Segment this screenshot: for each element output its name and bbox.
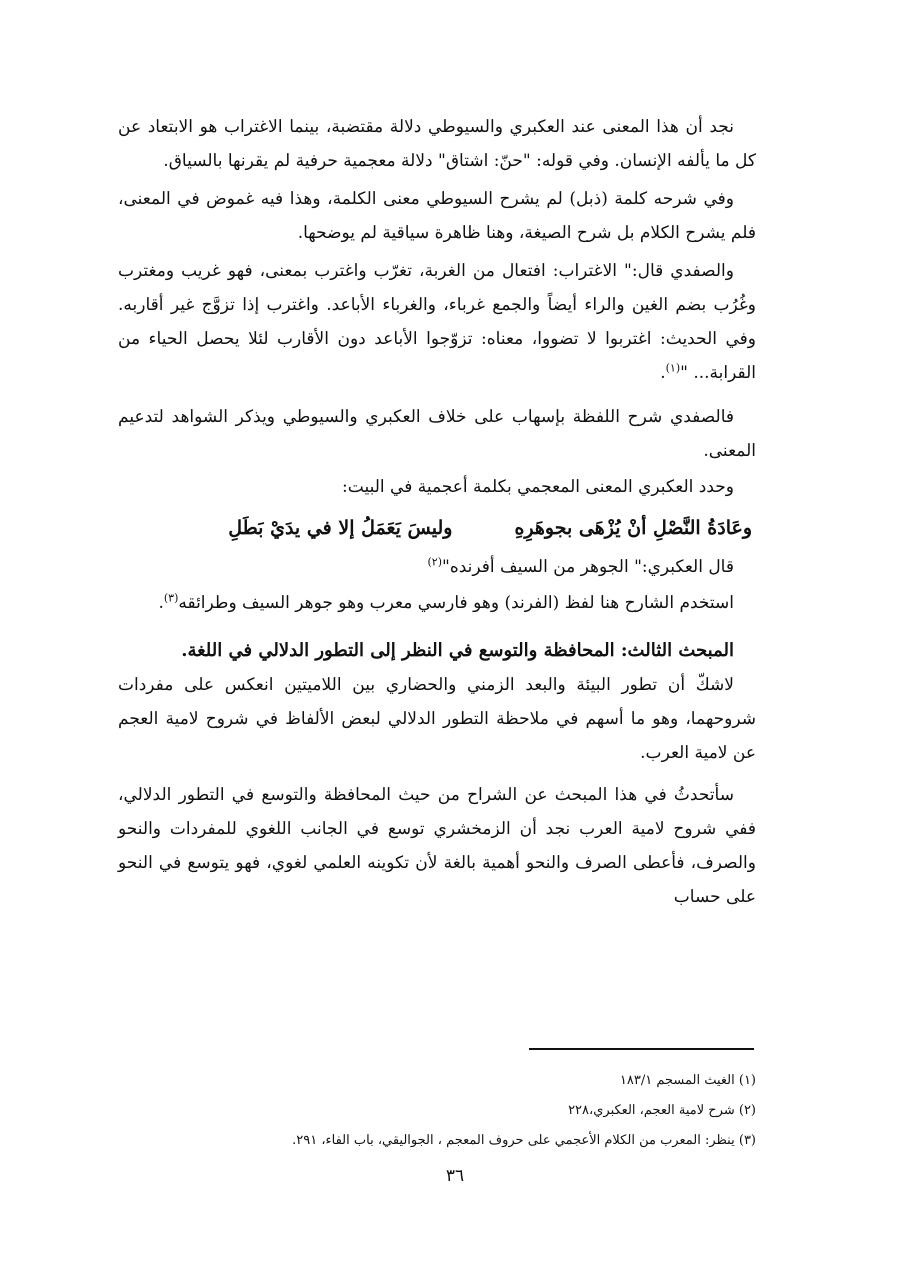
paragraph-4: فالصفدي شرح اللفظة بإسهاب على خلاف العكبري والسيوطي ويذكر الشواهد لتدعيم المعنى. [118, 407, 756, 461]
paragraph-5: وحدد العكبري المعنى المعجمي بكلمة أعجمية في البيت: [342, 477, 734, 497]
footnote-3: (٣) ينظر: المعرب من الكلام الأعجمي على حروف المعجم ، الجواليقي، باب الفاء، ٢٩١. [292, 1133, 756, 1148]
footnote-ref-3[interactable]: (٣) [163, 591, 179, 605]
footnote-1: (١) الغيث المسجم ١٨٣/١ [619, 1073, 756, 1088]
page-number: ٣٦ [445, 1166, 465, 1186]
verse-first-hemistich: وعَادَةُ النَّصْلِ أنْ يُزْهَى بجوهَرِهِ [514, 517, 752, 539]
paragraph-3-text: والصفدي قال:" الاغتراب: افتعال من الغربة، تغرّب واغترب بمعنى، فهو غريب ومغترب وغُرُب بضم الغين والراء أيضاً والجمع غرباء، والغرباء الأباعد. واغترب إذا تزوَّج غير أقاربه. وفي الحديث: اغتربوا لا تضووا، معناه: تزوّجوا الأباعد دون الأقارب لئلا يحصل الحياء من القرابة... " [118, 261, 756, 383]
paragraph-1: نجد أن هذا المعنى عند العكبري والسيوطي دلالة مقتضبة، بينما الاغتراب هو الابتعاد عن كل ما يألفه الإنسان. وفي قوله: "حنّ: اشتاق" دلالة معجمية حرفية لم يقرنها بالسياق. [118, 117, 756, 171]
footnote-ref-2[interactable]: (٢) [427, 555, 442, 569]
footnote-2: (٢) شرح لامية العجم، العكبري،٢٢٨ [568, 1103, 756, 1118]
section-heading: المبحث الثالث: المحافظة والتوسع في النظر إلى التطور الدلالي في اللغة. [181, 640, 734, 661]
footnote-divider [529, 1048, 754, 1050]
footnote-ref-1[interactable]: (١) [665, 361, 681, 375]
paragraph-9: سأتحدثُ في هذا المبحث عن الشراح من حيث المحافظة والتوسع في التطور الدلالي، ففي شروح لامية العرب نجد أن الزمخشري توسع في الجانب اللغوي للمفردات والنحو والصرف، فأعطى الصرف والنحو أهمية بالغة لأن تكوينه العلمي لغوي، فهو يتوسع في النحو على حساب [118, 785, 756, 907]
body-text [118, 110, 756, 914]
paragraph-7: استخدم الشارح هنا لفظ (الفرند) وهو فارسي معرب وهو جوهر السيف وطرائقه$^{(٣)}$. [158, 591, 734, 613]
paragraph-8: لاشكّ أن تطور البيئة والبعد الزمني والحضاري بين اللاميتين انعكس على مفردات شروحهما، وهو ما أسهم في ملاحظة التطور الدلالي لبعض الألفاظ في شروح لامية العجم عن لامية العرب. [118, 675, 756, 763]
paragraph-3-quote: والصفدي قال:" الاغتراب: افتعال من الغربة، تغرّب واغترب بمعنى، فهو غريب ومغترب وغُرُب بضم الغين والراء أيضاً والجمع غرباء، والغرباء الأباعد. واغترب إذا تزوَّج غير أقاربه. وفي الحديث: اغتربوا لا تضووا، معناه: تزوّجوا الأباعد دون الأقارب لئلا يحصل الحياء من القرابة... "$^{(١)}$. [118, 261, 756, 383]
verse-second-hemistich: وليسَ يَعَمَلُ إلا في يدَيْ بَطَلِ [228, 517, 453, 539]
paragraph-6: قال العكبري:" الجوهر من السيف أفرنده"$^{(٢)}$ [427, 555, 734, 577]
poetry-verse [118, 508, 756, 548]
paragraph-2: وفي شرحه كلمة (ذبل) لم يشرح السيوطي معنى الكلمة، وهذا فيه غموض في المعنى، فلم يشرح الكلام بل شرح الصيغة، وهنا ظاهرة سياقية لم يوضحها. [118, 189, 756, 243]
footnotes [118, 1066, 756, 1156]
